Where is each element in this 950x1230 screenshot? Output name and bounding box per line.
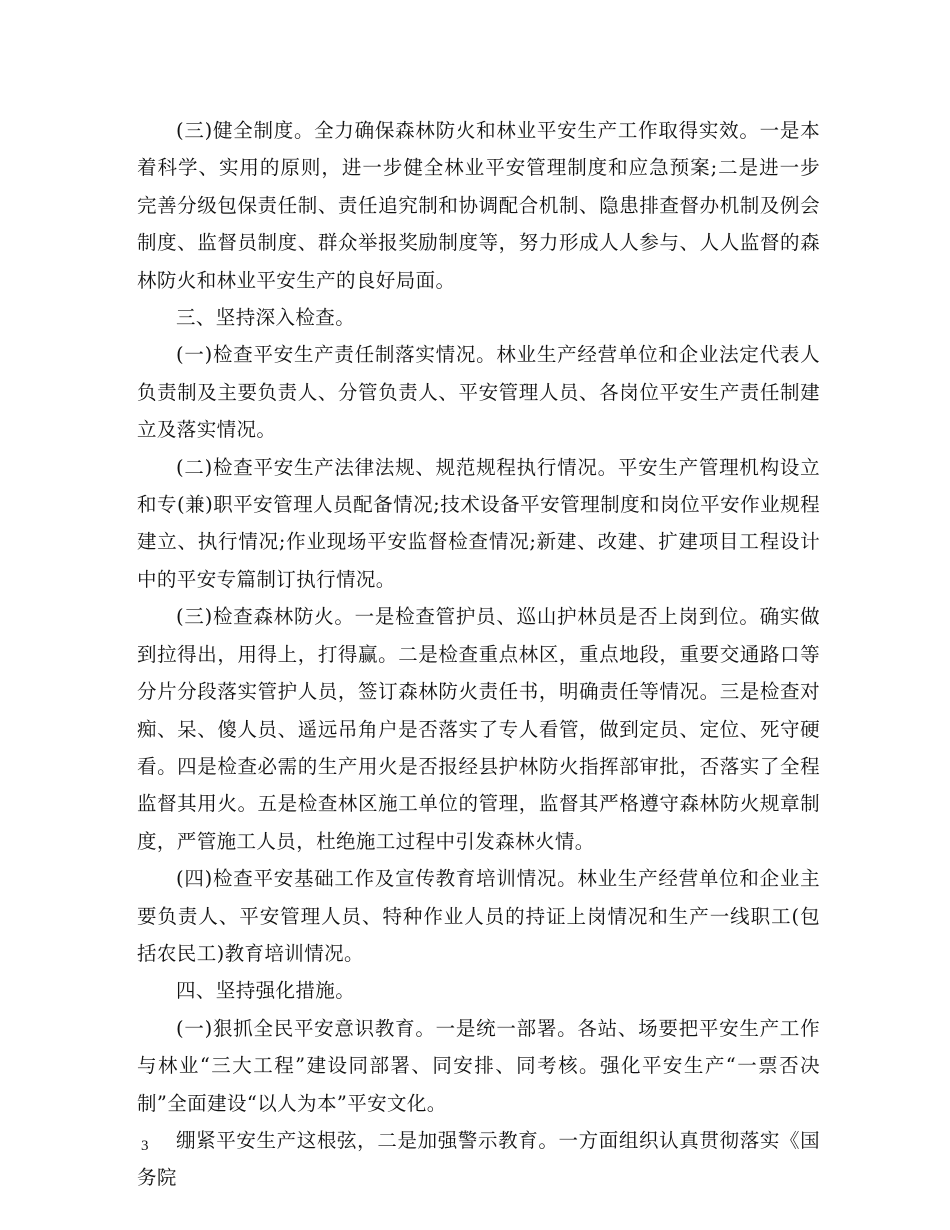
paragraph-responsibility-check: (一)检查平安生产责任制落实情况。林业生产经营单位和企业法定代表人负责制及主要负责人、分管负责人、平安管理人员、各岗位平安生产责任制建立及落实情况。 bbox=[137, 343, 820, 442]
document-body bbox=[137, 112, 820, 1197]
heading-measures: 四、坚持强化措施。 bbox=[176, 979, 356, 1003]
paragraph-institution: (三)健全制度。全力确保森林防火和林业平安生产工作取得实效。一是本着科学、实用的原则，进一步健全林业平安管理制度和应急预案;二是进一步完善分级包保责任制、责任追究制和协调配合机制、隐患排查督办机制及例会制度、监督员制度、群众举报奖励制度等，努力形成人人参与、人人监督的森林防火和林业平安生产的良好局面。 bbox=[137, 119, 820, 292]
paragraph-training-check: (四)检查平安基础工作及宣传教育培训情况。林业生产经营单位和企业主要负责人、平安管理人员、特种作业人员的持证上岗情况和生产一线职工(包括农民工)教育培训情况。 bbox=[137, 867, 820, 965]
paragraph-fire-check: (三)检查森林防火。一是检查管护员、巡山护林员是否上岗到位。确实做到拉得出，用得上，打得赢。二是检查重点林区，重点地段，重要交通路口等分片分段落实管护人员，签订森林防火责任书，明确责任等情况。三是检查对痴、呆、傻人员、遥远吊角户是否落实了专人看管，做到定员、定位、死守硬看。四是检查必需的生产用火是否报经县护林防火指挥部审批，否落实了全程监督其用火。五是检查林区施工单位的管理，监督其严格遵守森林防火规章制度，严管施工人员，杜绝施工过程中引发森林火情。 bbox=[137, 605, 820, 853]
page-number: 3 bbox=[141, 1138, 149, 1154]
paragraph-law-check: (二)检查平安生产法律法规、规范规程执行情况。平安生产管理机构设立和专(兼)职平安管理人员配备情况;技术设备平安管理制度和岗位平安作业规程建立、执行情况;作业现场平安监督检查情况;新建、改建、扩建项目工程设计中的平安专篇制订执行情况。 bbox=[137, 455, 820, 591]
paragraph-awareness-education: (一)狠抓全民平安意识教育。一是统一部署。各站、场要把平安生产工作与林业“三大工程”建设同部署、同安排、同考核。强化平安生产“一票否决制”全面建设“以人为本”平安文化。 bbox=[137, 1016, 820, 1115]
paragraph-warning-education: 绷紧平安生产这根弦，二是加强警示教育。一方面组织认真贯彻落实《国务院 bbox=[137, 1128, 820, 1190]
heading-inspection: 三、坚持深入检查。 bbox=[176, 306, 356, 330]
